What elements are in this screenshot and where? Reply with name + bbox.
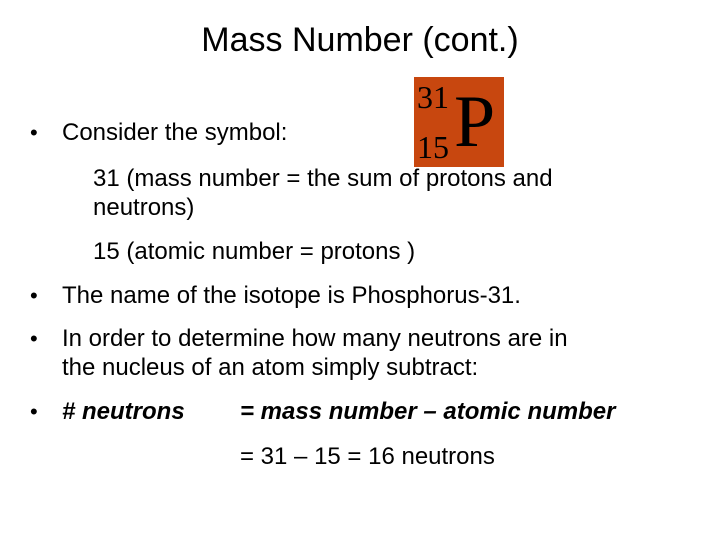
bullet-marker: • xyxy=(30,326,38,351)
bullet-marker: • xyxy=(30,399,38,424)
symbol-mass-number: 31 xyxy=(417,79,449,115)
mass-number-description-line-1: 31 (mass number = the sum of protons and xyxy=(93,165,553,192)
phosphorus-symbol-image xyxy=(414,77,504,167)
bullet-marker: • xyxy=(30,120,38,145)
slide-title: Mass Number (cont.) xyxy=(201,21,519,59)
consider-symbol-text: Consider the symbol: xyxy=(62,119,288,146)
neutrons-instruction-line-2: the nucleus of an atom simply subtract: xyxy=(62,354,479,381)
atomic-number-description: 15 (atomic number = protons ) xyxy=(93,238,416,265)
symbol-element-letter: P xyxy=(454,81,496,163)
formula-expression: = mass number – atomic number xyxy=(240,398,616,425)
isotope-name-text: The name of the isotope is Phosphorus-31. xyxy=(62,282,521,309)
bullet-marker: • xyxy=(30,283,38,308)
formula-result: = 31 – 15 = 16 neutrons xyxy=(240,443,495,470)
neutrons-instruction-line-1: In order to determine how many neutrons are in xyxy=(62,325,568,352)
formula-label: # neutrons xyxy=(62,398,185,425)
mass-number-description-line-2: neutrons) xyxy=(93,194,195,221)
symbol-atomic-number: 15 xyxy=(417,129,449,165)
